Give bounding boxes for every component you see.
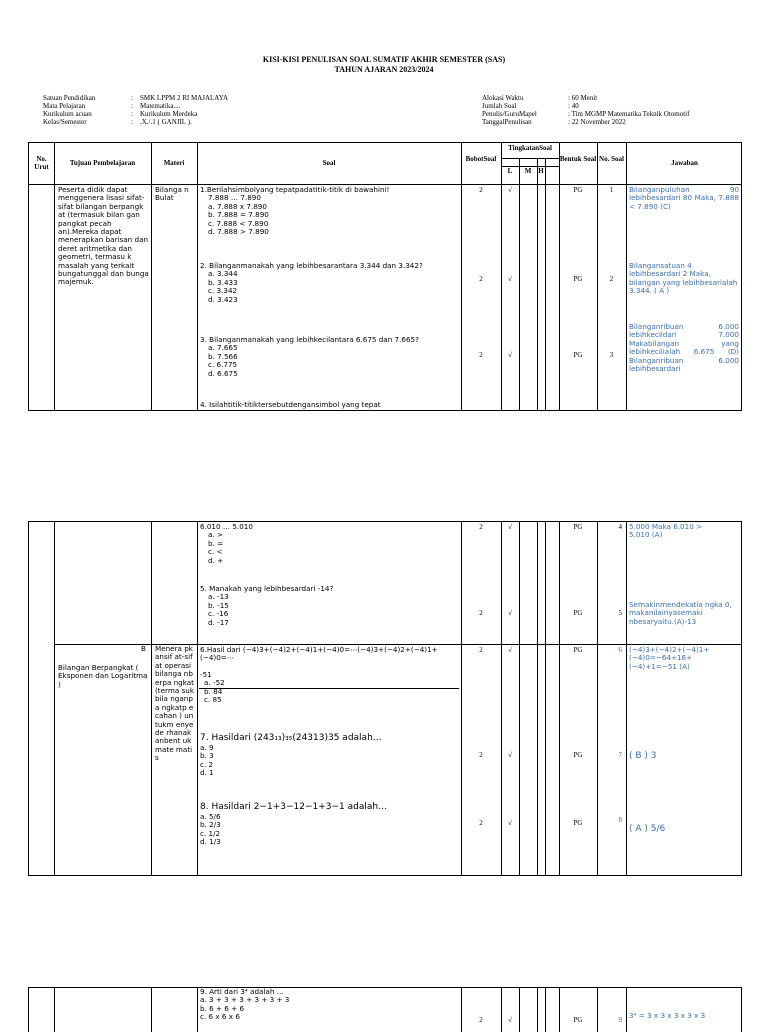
- option: c. 85: [204, 695, 222, 705]
- option: b. 3: [200, 751, 214, 761]
- answer-2: Bilangansatuan 4 lebihbesardari 2 Maka, bilangan yang lebihbesarialah 3.344. ( A ): [629, 262, 738, 296]
- question-text: 8. Hasildari 2−1+3−12−1+3−1 adalah…: [200, 802, 388, 812]
- tujuan-cell-2: Bilangan Berpangkat ( Eksponen dan Logaritma ): [58, 664, 148, 689]
- level-check: √: [508, 351, 512, 359]
- option: b. =: [208, 538, 224, 548]
- col-header-h: H: [538, 167, 544, 175]
- info-row: Kurikulum acuan : Kurikulum Merdeka: [43, 110, 198, 118]
- option: c. 3.342: [208, 286, 238, 296]
- question-text: 7. Hasildari (243₁₃)₃₅(24313)35 adalah…: [200, 733, 382, 743]
- bentuk-value: PG: [573, 275, 583, 283]
- col-header-l: L: [507, 167, 513, 175]
- info-row: TanggalPenulisan : 22 November 2022: [482, 118, 626, 126]
- document-title: KISI-KISI PENULISAN SOAL SUMATIF AKHIR SEMESTER (SAS): [262, 55, 506, 64]
- info-row: Alokasi Waktu : 60 Menit: [482, 94, 598, 102]
- bobot-value: 2: [479, 186, 483, 194]
- nosoal-value: 7: [618, 751, 622, 759]
- option: c. 2: [200, 759, 214, 769]
- question-stem: 7.888 … 7.890: [208, 193, 261, 203]
- bentuk-value: PG: [573, 1016, 583, 1024]
- option: d. 1/3: [200, 837, 221, 847]
- option: b. 2/3: [200, 820, 221, 830]
- question-3: [200, 336, 460, 378]
- nosoal-value: 1: [609, 186, 614, 194]
- bentuk-value: PG: [573, 609, 583, 617]
- info-left: [43, 94, 228, 126]
- question-text: 6.Hasil dari (−4)3+(−4)2+(−4)1+(−4)0=⋯(−4)3+(−4)2+(−4)1+(−4)0=⋯: [200, 646, 438, 663]
- question-9: [200, 988, 460, 1022]
- option: a. 5/6: [200, 812, 221, 821]
- answer-7: ( B ) 3: [629, 751, 657, 761]
- info-row: Kelas/Semester : .X./.1 ( GANJIL ).: [43, 118, 192, 126]
- option: a. >: [208, 530, 223, 540]
- kisi-table-page1: [28, 142, 742, 411]
- col-header-tingkat: TingkatanSoal: [508, 144, 552, 152]
- option: c. <: [208, 547, 223, 557]
- option: a. 3 + 3 + 3 + 3 + 3 + 3: [200, 995, 290, 1005]
- bentuk-value: PG: [573, 819, 583, 827]
- info-row: Mata Pelajaran : Matematika....: [43, 102, 181, 110]
- answer-3: Bilanganribuan 6.000 lebihkecildari 7.000 Makabilangan yang lebihkecilialah 6.675 (D) Bilanganribuan 6.000 lebihbesardari: [629, 323, 739, 374]
- bobot-value: 2: [479, 646, 483, 654]
- bentuk-value: PG: [573, 751, 583, 759]
- question-stem: -51: [200, 669, 212, 679]
- level-check: √: [508, 1016, 512, 1024]
- option: d. 3.423: [208, 294, 238, 304]
- level-check: √: [508, 646, 512, 654]
- option: c. 6.775: [208, 360, 238, 370]
- question-5: [200, 585, 460, 627]
- option: d. 1: [200, 768, 214, 778]
- question-text: 9. Arti dari 3⁴ adalah …: [200, 988, 284, 996]
- tujuan-cell: Peserta didik dapat menggenera lisasi sifat-sifat bilangan berpangk at (termasuk bilan gan pangkat pecah an).Mereka dapat menerapkan barisan dan deret aritmetika dan geometri, termasu k masalah yang terkait bungatunggal dan bunga majemuk.: [58, 186, 149, 287]
- answer-6: (−4)3+(−4)2+(−4)1+(−4)0=−64+16+(−4)+1=−51 (A): [629, 646, 710, 671]
- option: c. 1/2: [200, 828, 221, 838]
- option: b. 6 + 6 + 6: [200, 1003, 245, 1013]
- level-check: √: [508, 751, 512, 759]
- question-text: 3. Bilanganmanakah yang lebihkecilantara 6.675 dan 7.665?: [200, 336, 419, 344]
- option: d. -17: [208, 617, 229, 627]
- col-header-bobot: BobotSoal: [465, 155, 497, 163]
- materi-cell: Bilanga n Bulat: [155, 186, 189, 203]
- question-4-cont: [200, 523, 460, 565]
- level-check: √: [508, 186, 512, 194]
- nosoal-value: 2: [609, 275, 614, 283]
- col-header-bentuk: Bentuk Soal: [559, 155, 597, 163]
- bobot-value: 2: [479, 1016, 483, 1024]
- option: c. 7.888 < 7.890: [208, 218, 269, 228]
- bentuk-value: PG: [573, 186, 583, 194]
- answer-1: Bilanganpuluhan 90 lebihbesardari 80 Maka, 7.888 < 7.890 (C): [629, 186, 739, 211]
- nosoal-value: 6: [618, 646, 622, 654]
- option: a. -52: [204, 678, 225, 688]
- col-header-jawaban: Jawaban: [671, 159, 698, 167]
- option: c. 6 x 6 x 6: [200, 1012, 240, 1022]
- question-text: 1.Berilahsimbolyang tepatpadatitik-titik di bawahini!: [200, 186, 390, 194]
- option: d. 7.888 > 7.890: [208, 227, 269, 237]
- option: b. -15: [208, 600, 229, 610]
- kisi-table-page3: [28, 987, 742, 1032]
- nosoal-value: 4: [618, 523, 622, 531]
- bobot-value: 2: [479, 819, 483, 827]
- nosoal-value: 8: [618, 816, 622, 824]
- info-row: Jumlah Soal : 40: [482, 102, 579, 110]
- option: a. 7.888 x 7.890: [208, 201, 267, 211]
- nosoal-value: 9: [618, 1016, 622, 1024]
- info-row: Satuan Pendidikan : SMK LPPM 2 RI MAJALAYA: [43, 94, 229, 102]
- option: a. 7.665: [208, 343, 238, 353]
- nosoal-value: 3: [609, 351, 614, 359]
- bobot-value: 2: [479, 351, 483, 359]
- question-8: [200, 802, 460, 847]
- option: a. 9: [200, 743, 214, 752]
- bentuk-value: PG: [573, 351, 583, 359]
- option: b. 7.888 = 7.890: [208, 210, 269, 220]
- answer-9: 3⁴ = 3 x 3 x 3 x 3 x 3: [629, 1012, 706, 1020]
- option: a. -13: [208, 592, 229, 602]
- col-header-materi: Materi: [163, 159, 185, 167]
- question-1: [200, 186, 460, 236]
- materi-prefix: B: [141, 645, 146, 653]
- answer-4: 5.000 Maka 6.010 > 5.010 (A): [629, 523, 703, 540]
- info-right: [482, 94, 689, 126]
- bobot-value: 2: [479, 523, 483, 531]
- col-header-soal: Soal: [322, 159, 336, 167]
- level-check: √: [508, 275, 512, 283]
- col-header-nosoal: No. Soal: [599, 155, 624, 163]
- level-check: √: [508, 819, 512, 827]
- bentuk-value: PG: [573, 523, 583, 531]
- option: c. -16: [208, 609, 229, 619]
- level-check: √: [508, 523, 512, 531]
- question-4: 4. Isilahtitik-titiktersebutdengansimbol yang tepat: [200, 401, 381, 409]
- nosoal-value: 5: [618, 609, 622, 617]
- option: b. 7.566: [208, 351, 238, 361]
- option: b. 84: [204, 686, 223, 696]
- bobot-value: 2: [479, 275, 483, 283]
- option: b. 3.433: [208, 277, 238, 287]
- materi-cell-2: Menera pkansif at-sifat operasi bilanga nberpa ngkat (terma sukbila nganpa ngkatp ecahan ) untukm enyede rhanak anbent ukmate matis: [155, 645, 195, 763]
- col-header-no: No. Urut: [34, 155, 49, 171]
- question-text: 2. Bilanganmanakah yang lebihbesarantara 3.344 dan 3.342?: [200, 262, 423, 270]
- col-header-m: M: [524, 167, 532, 175]
- kisi-table-page2: [28, 521, 742, 876]
- bobot-value: 2: [479, 751, 483, 759]
- col-header-tujuan: Tujuan Pembelajaran: [69, 159, 136, 167]
- info-row: Penulis/GuruMapel : Tim MGMP Matematika Teknik Otomotif: [482, 110, 690, 118]
- question-6: [200, 646, 460, 704]
- bentuk-value: PG: [573, 646, 583, 654]
- bobot-value: 2: [479, 609, 483, 617]
- answer-8: ( A ) 5/6: [629, 824, 666, 834]
- answer-5: Semakinmendekatia ngka 0, makanilainyasemaki nbesaryaitu.(A)-13: [629, 601, 732, 626]
- question-text: 5. Manakah yang lebihbesardari -14?: [200, 585, 334, 593]
- question-text: 6.010 … 5.010: [200, 523, 253, 531]
- document-subtitle: TAHUN AJARAN 2023/2024: [334, 65, 434, 74]
- option: d. 6.675: [208, 368, 238, 378]
- option: d. +: [208, 555, 224, 565]
- question-7: [200, 733, 460, 778]
- question-2: [200, 262, 460, 304]
- level-check: √: [508, 609, 512, 617]
- option: a. 3.344: [208, 269, 238, 279]
